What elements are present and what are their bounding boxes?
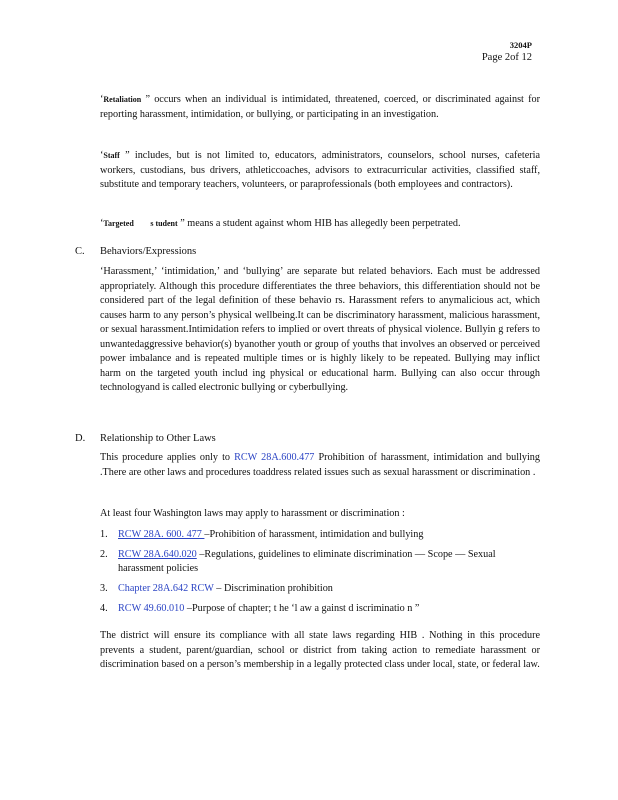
section-d-intro bbox=[100, 451, 540, 480]
targeted-text: ” means a student against whom HIB has allegedly been perpetrated. bbox=[180, 218, 461, 229]
policy-code: 3204P bbox=[509, 40, 532, 50]
retaliation-definition: ‘Retaliation ” occurs when an individual is intimidated, threatened, coerced, or discriminated against for reporting harassment, intimidation, or bullying, or participating in an investigation. bbox=[100, 94, 541, 120]
list-number: 1. bbox=[100, 529, 108, 540]
law-text: – Discrimination prohibition bbox=[213, 583, 333, 594]
section-c-heading: Behaviors/Expressions bbox=[100, 246, 197, 257]
section-c-body: ‘Harassment,’ ‘intimidation,’ and ‘bullying’ are separate but related behaviors. Each must be addressed appropriately. Although this procedure differentiates the three behaviors, this differentiation should not be considered part of the legal definition of these behavio rs. Harassment refers to anymalicious act, which causes harm to any person’s physical wellbeing.It can be discriminatory harassment, malicious harassment, or sexual harassment.Intimidation refers to implied or overt threats of physical violence. Bullyin g refers to unwantedaggressive behavior(s) byanother youth or group of youths that involves an observed or perceived power imbalance and is repeated multiple times or is highly likely to be repeated. Bullying may inflict harm on the targeted youth includ ing physical or educational harm. Bullying can also occur through technologyand is called electronic bullying or cyberbullying. bbox=[100, 266, 540, 393]
law-link[interactable]: RCW 28A.640.020 bbox=[118, 549, 197, 560]
laws-list bbox=[100, 528, 540, 622]
term-targeted: Targeted bbox=[103, 219, 134, 228]
list-item bbox=[100, 582, 540, 596]
law-text: –Regulations, guidelines to eliminate discrimination — Scope — Sexual harassment policies bbox=[118, 549, 496, 574]
law-text: –Prohibition of harassment, intimidation and bullying bbox=[204, 529, 424, 540]
section-c-letter: C. bbox=[75, 246, 85, 257]
term-student: s tudent bbox=[150, 219, 178, 228]
retaliation-text: ” occurs when an individual is intimidated, threatened, coerced, or discriminated against for reporting harassment, intimidation, or bullying, or participating in an investigation. bbox=[100, 94, 541, 120]
intro-text-b: Prohibition of harassment, intimidation and bullying .There are other laws and procedures toaddress related issues such as sexual harassment or discrimination . bbox=[100, 452, 540, 478]
law-link[interactable]: RCW 28A. 600. 477 bbox=[118, 529, 205, 540]
term-staff: Staff bbox=[103, 151, 120, 160]
closing-paragraph: The district will ensure its compliance with all state laws regarding HIB . Nothing in this procedure prevents a student, parent/guardian, school or district from taking action to remediate harassment or discrimination based on a person’s membership in a legally protected class under local, state, or federal law. bbox=[100, 630, 540, 670]
list-number: 2. bbox=[100, 549, 108, 560]
list-number: 4. bbox=[100, 603, 108, 614]
rcw-28a-600-477-link[interactable]: RCW 28A.600.477 bbox=[234, 452, 315, 463]
intro-text-a: This procedure applies only to bbox=[100, 452, 235, 463]
staff-definition: ‘Staff ” includes, but is not limited to, educators, administrators, counselors, school nurses, cafeteria workers, custodians, bus drivers, athleticcoaches, advisors to extracurricular activities, classified staff, substitute and temporary teachers, volunteers, or paraprofessionals (both employees and contractors). bbox=[100, 150, 540, 190]
laws-intro: At least four Washington laws may apply to harassment or discrimination : bbox=[100, 508, 405, 519]
law-link[interactable]: RCW 49.60.010 bbox=[118, 603, 185, 614]
law-text: –Purpose of chapter; t he ‘l aw a gainst d iscriminatio n ” bbox=[184, 603, 420, 614]
law-link[interactable]: Chapter 28A.642 RCW bbox=[118, 583, 214, 594]
list-number: 3. bbox=[100, 583, 108, 594]
section-d-letter: D. bbox=[75, 433, 86, 444]
list-item bbox=[100, 602, 540, 616]
staff-text: ” includes, but is not limited to, educators, administrators, counselors, school nurses, cafeteria workers, custodians, bus drivers, athleticcoaches, advisors to extracurricular activities, classified staff, substitute and temporary teachers, volunteers, or paraprofessionals (both employees and contractors). bbox=[100, 150, 540, 190]
term-retaliation: Retaliation bbox=[103, 95, 142, 104]
section-d-heading: Relationship to Other Laws bbox=[100, 433, 216, 444]
list-item bbox=[100, 528, 540, 542]
targeted-student-definition: ‘Targeted s tudent ” means a student against whom HIB has allegedly been perpetrated. bbox=[100, 218, 461, 229]
page-number: Page 2of 12 bbox=[481, 52, 532, 63]
list-item bbox=[100, 548, 540, 576]
